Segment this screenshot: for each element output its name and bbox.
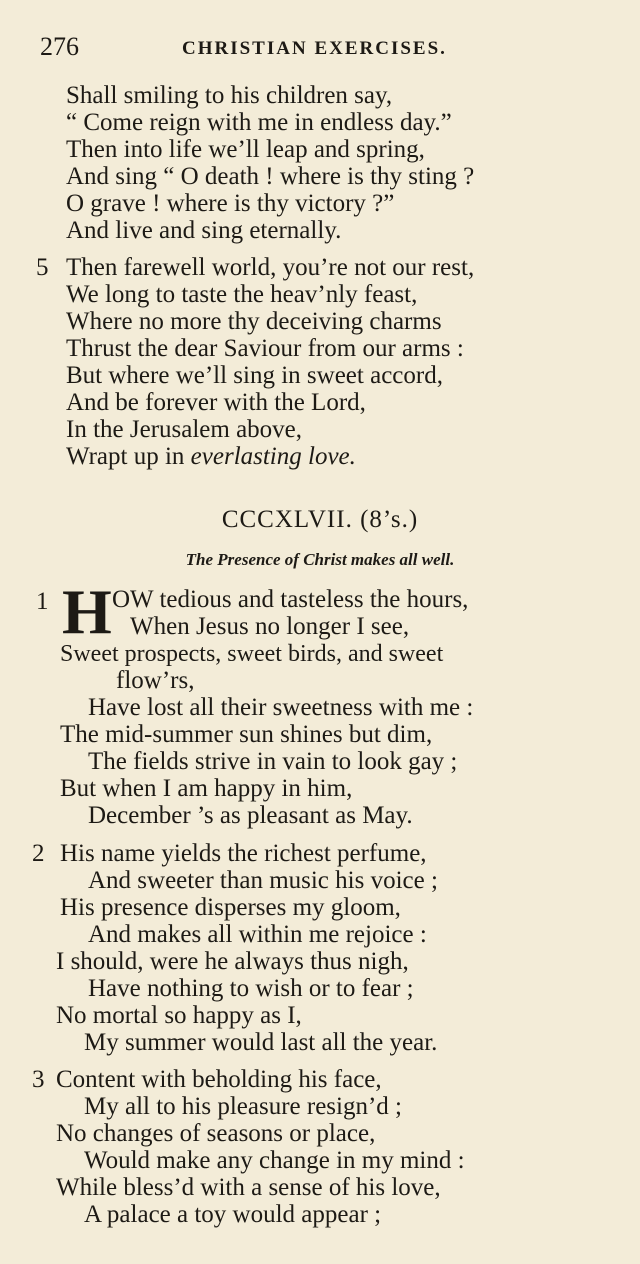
- verse-text: Wrapt up in: [66, 443, 191, 470]
- verse-line: Would make any change in my mind :: [84, 1147, 465, 1174]
- stanza-number: 3: [32, 1066, 45, 1093]
- stanza-number: 2: [32, 840, 45, 867]
- verse-line: And makes all within me rejoice :: [88, 921, 427, 948]
- verse-line: Where no more thy deceiving charms: [66, 308, 442, 335]
- hymn-subtitle: The Presence of Christ makes all well.: [185, 550, 455, 569]
- verse-line: We long to taste the heav’nly feast,: [66, 281, 418, 308]
- verse-line: December ’s as pleasant as May.: [88, 802, 413, 829]
- verse-line: But when I am happy in him,: [60, 775, 353, 802]
- verse-line: In the Jerusalem above,: [66, 416, 303, 443]
- verse-line: I should, were he always thus nigh,: [56, 948, 409, 975]
- verse-line: Have nothing to wish or to fear ;: [88, 975, 414, 1002]
- verse-line-last: [66, 443, 356, 471]
- verse-line: No mortal so happy as I,: [56, 1002, 302, 1029]
- verse-line: Then farewell world, you’re not our rest,: [66, 254, 475, 281]
- verse-line: And sing “ O death ! where is thy sting ?: [66, 163, 475, 190]
- verse-line: When Jesus no longer I see,: [130, 613, 410, 640]
- verse-line: Content with beholding his face,: [56, 1066, 382, 1093]
- stanza-number: 1: [36, 588, 49, 615]
- verse-line: Then into life we’ll leap and spring,: [66, 136, 425, 163]
- verse-line: But where we’ll sing in sweet accord,: [66, 362, 443, 389]
- verse-line: The mid-summer sun shines but dim,: [60, 721, 433, 748]
- drop-cap: H: [62, 576, 112, 647]
- verse-line: O grave ! where is thy victory ?”: [66, 190, 395, 217]
- verse-line: Shall smiling to his children say,: [66, 82, 393, 109]
- verse-line: And sweeter than music his voice ;: [88, 867, 438, 894]
- verse-line: My summer would last all the year.: [84, 1029, 438, 1056]
- page-header: [0, 32, 640, 66]
- verse-line: And be forever with the Lord,: [66, 389, 366, 416]
- verse-line: My all to his pleasure resign’d ;: [84, 1093, 402, 1120]
- verse-line: Sweet prospects, sweet birds, and sweet: [60, 641, 444, 667]
- page-number: 276: [40, 32, 79, 61]
- italic-phrase: everlasting love.: [190, 443, 356, 470]
- stanza-number: 5: [36, 254, 49, 281]
- verse-line: While bless’d with a sense of his love,: [56, 1174, 441, 1201]
- verse-line: Have lost all their sweetness with me :: [88, 694, 474, 721]
- verse-line: And live and sing eternally.: [66, 217, 342, 244]
- verse-line: No changes of seasons or place,: [56, 1120, 376, 1147]
- verse-line: A palace a toy would appear ;: [84, 1201, 382, 1228]
- verse-line: OW tedious and tasteless the hours,: [112, 586, 469, 613]
- verse-line: Thrust the dear Saviour from our arms :: [66, 335, 464, 362]
- running-title: CHRISTIAN EXERCISES.: [182, 38, 447, 59]
- hymn-title: CCCXLVII. (8’s.): [221, 506, 419, 533]
- verse-line: The fields strive in vain to look gay ;: [88, 748, 458, 775]
- verse-line: His presence disperses my gloom,: [60, 894, 401, 921]
- verse-line: “ Come reign with me in endless day.”: [66, 109, 452, 136]
- verse-line: flow’rs,: [116, 667, 195, 694]
- verse-line: His name yields the richest perfume,: [60, 840, 427, 867]
